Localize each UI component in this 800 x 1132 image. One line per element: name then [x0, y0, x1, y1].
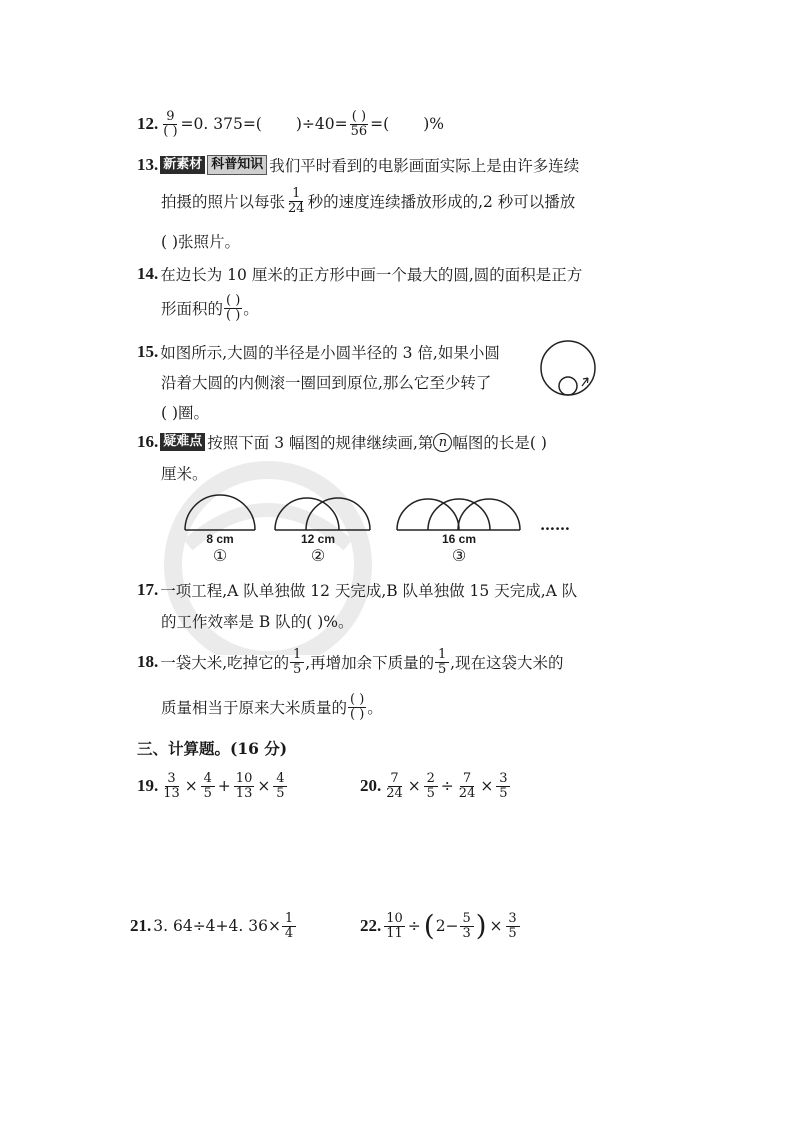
fraction: $\frac{1}{24}$	[288, 186, 305, 216]
equation-text: =0. 375=(	[180, 115, 262, 134]
percent-sign: )%	[423, 115, 444, 134]
question-17-line-2	[161, 610, 354, 632]
question-13-line-3	[161, 230, 240, 252]
question-text: 按照下面 3 幅图的规律继续画,第	[207, 434, 434, 452]
question-text: ,现在这袋大米的	[450, 654, 564, 673]
tag-new-material: 新素材	[160, 156, 205, 174]
circled-n: n	[433, 433, 452, 452]
figure-1-length: 8 cm	[206, 532, 234, 546]
question-12	[137, 110, 444, 138]
expression: 3. 64÷4+4. 36×	[153, 917, 281, 936]
rolling-circles-figure	[538, 338, 602, 402]
question-20: 20. $\frac{7}{24}$ × $\frac{2}{5}$ ÷ $\frac{7}{24}$ × $\frac{3}{5}$	[360, 772, 511, 800]
section-3-title: 三、计算题。(16 分)	[137, 739, 288, 758]
question-16-line-2	[161, 462, 208, 484]
question-text: 如图所示,大圆的半径是小圆半径的 3 倍,如果小圆	[160, 344, 500, 362]
question-number: 22.	[360, 916, 382, 936]
question-14-line-1	[137, 263, 582, 285]
tag-difficult: 疑难点	[160, 433, 205, 451]
question-text: ( )张照片。	[161, 233, 241, 251]
question-17-line-1	[137, 579, 577, 601]
question-text: 沿着大圆的内侧滚一圈回到原位,那么它至少转了	[161, 374, 492, 392]
question-text: 形面积的	[161, 300, 224, 319]
figure-3-index: ③	[451, 546, 467, 565]
question-15-line-1	[137, 341, 500, 363]
ellipsis: ……	[540, 516, 570, 534]
question-14-line-2: 形面积的 $\frac{( )}{( )}$ 。	[161, 293, 259, 323]
question-13-line-2	[161, 187, 575, 215]
fraction: $\frac{( )}{( )}$	[350, 692, 365, 722]
figure-2-length: 12 cm	[300, 532, 336, 546]
question-22: 22. $\frac{10}{11}$ ÷ ( 2− $\frac{5}{3}$ ) × $\frac{3}{5}$	[360, 912, 521, 940]
question-16-line-1	[137, 431, 547, 453]
fraction: $\frac{1}{5}$	[290, 648, 304, 676]
question-text: 质量相当于原来大米质量的	[161, 699, 348, 718]
question-text: ( )圈。	[161, 404, 210, 422]
question-text: 幅图的长是( )	[452, 434, 547, 452]
question-number: 12.	[137, 114, 159, 134]
question-text: 我们平时看到的电影画面实际上是由许多连续	[269, 157, 580, 175]
question-15-line-2	[161, 371, 491, 393]
equation-text: )÷40=	[295, 115, 348, 134]
question-18-line-2: 质量相当于原来大米质量的 $\frac{( )}{( )}$ 。	[161, 692, 383, 722]
question-text: 在边长为 10 厘米的正方形中画一个最大的圆,圆的面积是正方	[160, 266, 583, 284]
fraction: $\frac{( )}{56}$	[350, 109, 368, 139]
question-text: 拍摄的照片以每张	[161, 193, 286, 212]
question-text: 一项工程,A 队单独做 12 天完成,B 队单独做 15 天完成,A 队	[160, 582, 578, 600]
question-21: 21. 3. 64÷4+4. 36× $\frac{1}{4}$	[130, 912, 297, 940]
question-number: 17.	[137, 580, 159, 599]
question-number: 20.	[360, 776, 382, 796]
figure-2-index: ②	[310, 546, 326, 565]
question-number: 18.	[137, 652, 159, 672]
question-number: 14.	[137, 264, 159, 283]
question-18-line-1	[137, 648, 564, 676]
question-number: 15.	[137, 342, 159, 361]
figure-3-length: 16 cm	[441, 532, 477, 546]
fraction: $\frac{1}{5}$	[435, 648, 449, 676]
question-19: 19. $\frac{3}{13}$ × $\frac{4}{5}$ + $\frac{10}{13}$ × $\frac{4}{5}$	[137, 772, 288, 800]
question-number: 16.	[137, 432, 159, 451]
question-15-line-3	[161, 401, 209, 423]
tag-science: 科普知识	[207, 155, 267, 175]
figure-1-index: ①	[212, 546, 228, 565]
equation-text: =(	[370, 115, 390, 134]
question-number: 19.	[137, 776, 159, 796]
question-number: 21.	[130, 916, 152, 936]
question-text: ,再增加余下质量的	[305, 654, 435, 673]
question-text: 的工作效率是 B 队的( )%。	[161, 613, 354, 631]
question-13-line-1	[137, 154, 579, 176]
question-text: 秒的速度连续播放形成的,2 秒可以播放	[307, 193, 576, 212]
fraction: $\frac{9}{( )}$	[163, 109, 178, 139]
question-text: 厘米。	[161, 465, 208, 483]
question-number: 13.	[137, 155, 159, 174]
fraction: $\frac{( )}{( )}$	[226, 293, 241, 323]
question-text: 一袋大米,吃掉它的	[160, 654, 290, 673]
